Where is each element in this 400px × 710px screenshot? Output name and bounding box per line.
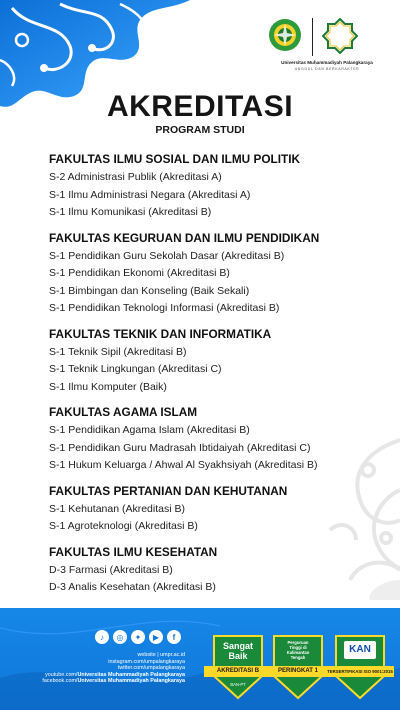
facebook-link[interactable] [42, 678, 185, 685]
youtube-name: Universitas Muhammadiyah Palangkaraya [77, 671, 185, 678]
iso-badge [327, 632, 393, 700]
program-item: D-3 Farmasi (Akreditasi B) [49, 563, 173, 576]
social-icons [95, 630, 181, 644]
facebook-prefix: facebook.com/ [42, 678, 78, 685]
kan-logo-icon: KAN [349, 644, 371, 655]
program-item: S-1 Bimbingan dan Konseling (Baik Sekali) [49, 284, 250, 297]
faculty-section [49, 152, 389, 222]
program-item: S-1 Kehutanan (Akreditasi B) [49, 502, 185, 515]
faculty-list [49, 152, 389, 606]
faculty-section [49, 327, 389, 397]
accreditation-badge [210, 632, 266, 700]
program-item: S-1 Teknik Sipil (Akreditasi B) [49, 345, 187, 358]
facebook-name: Universitas Muhammadiyah Palangkaraya [77, 678, 185, 685]
program-item: S-1 Pendidikan Guru Madrasah Ibtidaiyah (Akreditasi C) [49, 441, 311, 454]
youtube-prefix: youtube.com/ [45, 671, 78, 678]
program-item: S-1 Pendidikan Teknologi Informasi (Akreditasi B) [49, 302, 280, 314]
university-logos [262, 18, 392, 80]
badge-2-line2: Tinggi di [289, 645, 307, 650]
badge-2-line1: Perguruan [287, 640, 309, 645]
faculty-section [49, 405, 389, 475]
faculty-heading: FAKULTAS ILMU KESEHATAN [49, 544, 218, 559]
logo-divider [312, 18, 313, 56]
badge-1-line1: Sangat [222, 641, 253, 651]
twitter-icon[interactable]: ✦ [131, 630, 145, 644]
youtube-link[interactable] [42, 672, 185, 679]
footer [0, 608, 400, 710]
instagram-icon[interactable]: ◎ [113, 630, 127, 644]
program-item: S-1 Ilmu Komunikasi (Akreditasi B) [49, 206, 212, 218]
website-link[interactable]: website | umpr.ac.id [137, 652, 185, 658]
badge-1-ribbon: AKREDITASI B [204, 666, 272, 677]
badge-1-line2: Baik [228, 651, 248, 661]
youtube-icon[interactable]: ▶ [149, 630, 163, 644]
faculty-heading: FAKULTAS TEKNIK DAN INFORMATIKA [49, 326, 272, 341]
umpr-logo-icon [322, 18, 358, 54]
contact-list [42, 652, 185, 685]
program-item: S-1 Ilmu Komputer (Baik) [49, 380, 167, 393]
instagram-link[interactable]: instagram.com/umpalangkaraya [108, 658, 185, 665]
page-title: AKREDITASI [106, 90, 294, 123]
faculty-heading: FAKULTAS AGAMA ISLAM [49, 405, 198, 419]
badge-2-line4: Tengah [290, 655, 306, 660]
badge-2-ribbon: PERINGKAT 1 [264, 666, 332, 677]
faculty-section [49, 545, 389, 597]
tiktok-icon[interactable]: ♪ [95, 630, 109, 644]
faculty-section [49, 484, 389, 536]
program-item: S-1 Pendidikan Agama Islam (Akreditasi B) [49, 424, 250, 436]
program-item: S-1 Pendidikan Guru Sekolah Dasar (Akreditasi B) [49, 249, 285, 262]
facebook-icon[interactable]: f [167, 630, 181, 644]
program-item: S-1 Teknik Lingkungan (Akreditasi C) [49, 363, 222, 375]
faculty-heading: FAKULTAS ILMU SOSIAL DAN ILMU POLITIK [49, 152, 300, 166]
badge-1-small: BAN-PT [230, 682, 246, 687]
faculty-section [49, 231, 389, 318]
ranking-badge [270, 632, 326, 700]
program-item: S-1 Pendidikan Ekonomi (Akreditasi B) [49, 267, 230, 279]
page-subtitle: PROGRAM STUDI [155, 124, 245, 136]
program-item: S-1 Hukum Keluarga / Ahwal Al Syakhsiyah (Akreditasi B) [49, 459, 318, 471]
logo-tagline: UNGGUL DAN BERKARAKTER [294, 67, 360, 71]
logo-caption: Universitas Muhammadiyah Palangkaraya [281, 60, 373, 65]
faculty-heading: FAKULTAS KEGURUAN DAN ILMU PENDIDIKAN [49, 230, 320, 245]
badge-2-line3: Kalimantan [286, 650, 310, 655]
program-item: D-3 Analis Kesehatan (Akreditasi B) [49, 581, 216, 593]
twitter-link[interactable]: twitter.com/umpalangkaraya [117, 665, 185, 672]
program-item: S-1 Ilmu Administrasi Negara (Akreditasi A) [49, 188, 251, 201]
program-item: S-2 Administrasi Publik (Akreditasi A) [49, 171, 222, 183]
faculty-heading: FAKULTAS PERTANIAN DAN KEHUTANAN [49, 483, 288, 498]
program-item: S-1 Agroteknologi (Akreditasi B) [49, 520, 198, 532]
ump-logo-icon [268, 18, 302, 52]
badge-3-ribbon: TERSERTIFIKASI ISO 9001:2015 [326, 666, 394, 677]
